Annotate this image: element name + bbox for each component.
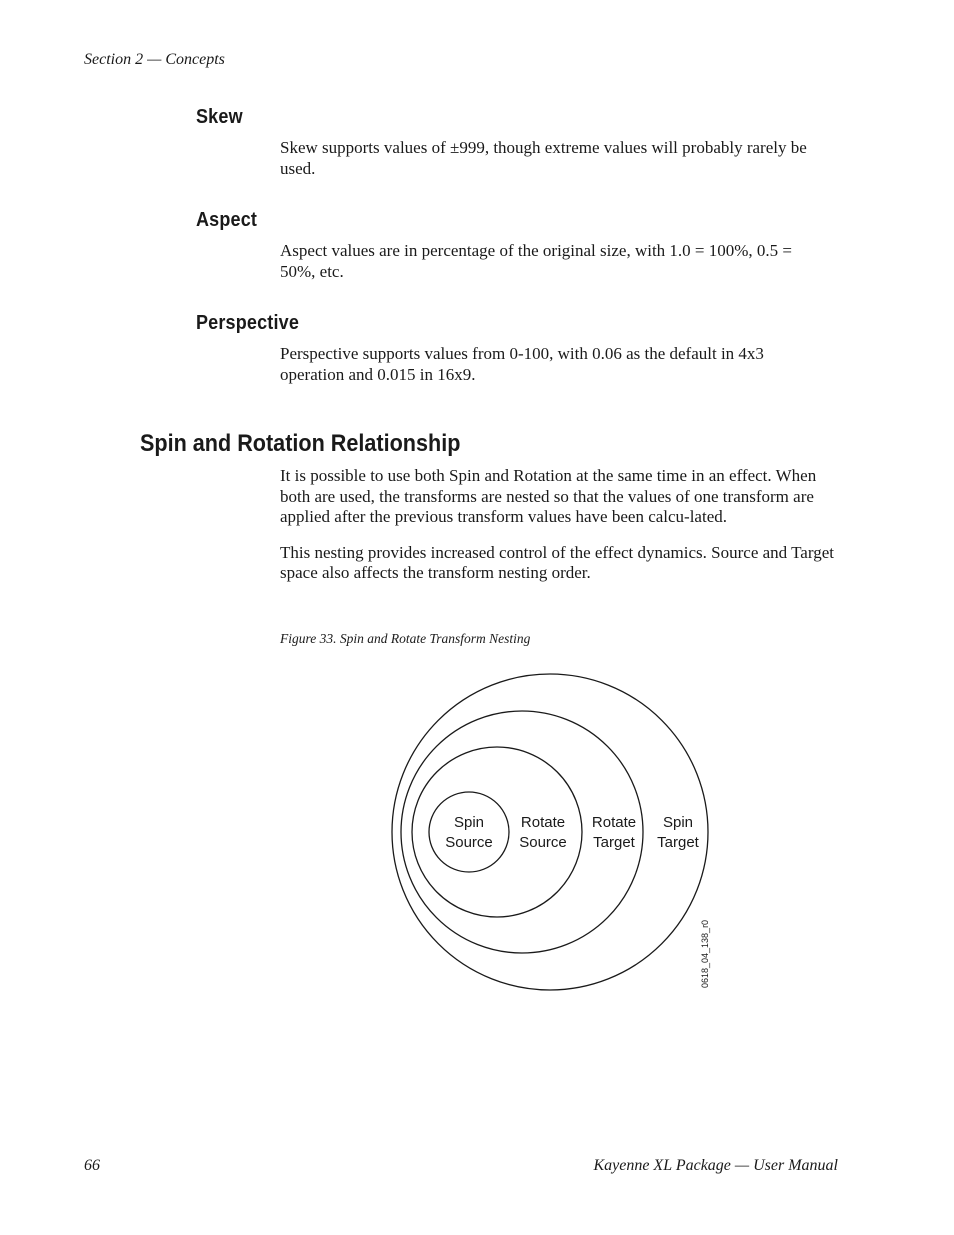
spin-target-circle xyxy=(392,674,708,990)
skew-text xyxy=(280,138,845,179)
aspect-heading: Aspect xyxy=(196,209,258,231)
label-rotate-target-2: Target xyxy=(593,834,635,851)
transform-nesting-diagram xyxy=(380,668,720,998)
perspective-text xyxy=(280,344,825,385)
label-rotate-source-1: Rotate xyxy=(520,814,566,831)
spin-rotation-para2: This nesting provides increased control of the effect dynamics. Source and Target space also affects the transform nesting order. xyxy=(280,542,834,582)
skew-heading: Skew xyxy=(196,106,243,128)
spin-rotation-para1: It is possible to use both Spin and Rotation at the same time in an effect. When both are used, the transforms are nested so that the values of one transform are applied after the previous transform values have been calcu-lated. xyxy=(280,466,817,526)
skew-paragraph: Skew supports values of ±999, though extreme values will probably rarely be used. xyxy=(280,138,807,178)
aspect-paragraph: Aspect values are in percentage of the original size, with 1.0 = 100%, 0.5 = 50%, etc. xyxy=(280,241,793,281)
figure-caption: Figure 33. Spin and Rotate Transform Nesting xyxy=(280,631,531,646)
spin-source-circle xyxy=(429,792,509,872)
label-rotate-target-1: Rotate xyxy=(591,814,637,831)
rotate-target-circle xyxy=(401,711,643,953)
manual-title: Kayenne XL Package — User Manual xyxy=(593,1157,838,1174)
label-spin-source-1: Spin xyxy=(453,814,485,831)
spin-rotation-body xyxy=(280,466,845,584)
spin-rotation-heading: Spin and Rotation Relationship xyxy=(140,430,461,457)
label-spin-target-1: Spin xyxy=(662,814,694,831)
label-rotate-source-2: Source xyxy=(519,834,567,851)
running-head: Section 2 — Concepts xyxy=(84,51,225,68)
perspective-paragraph: Perspective supports values from 0-100, with 0.06 as the default in 4x3 operation and 0.015 in 16x9. xyxy=(280,344,764,384)
label-spin-source-2: Source xyxy=(445,834,493,851)
aspect-text xyxy=(280,241,805,282)
page-number: 66 xyxy=(84,1157,100,1174)
perspective-heading: Perspective xyxy=(196,312,300,334)
figure-id-label: 0618_04_138_r0 xyxy=(700,919,710,988)
rotate-source-circle xyxy=(412,747,582,917)
label-spin-target-2: Target xyxy=(657,834,699,851)
